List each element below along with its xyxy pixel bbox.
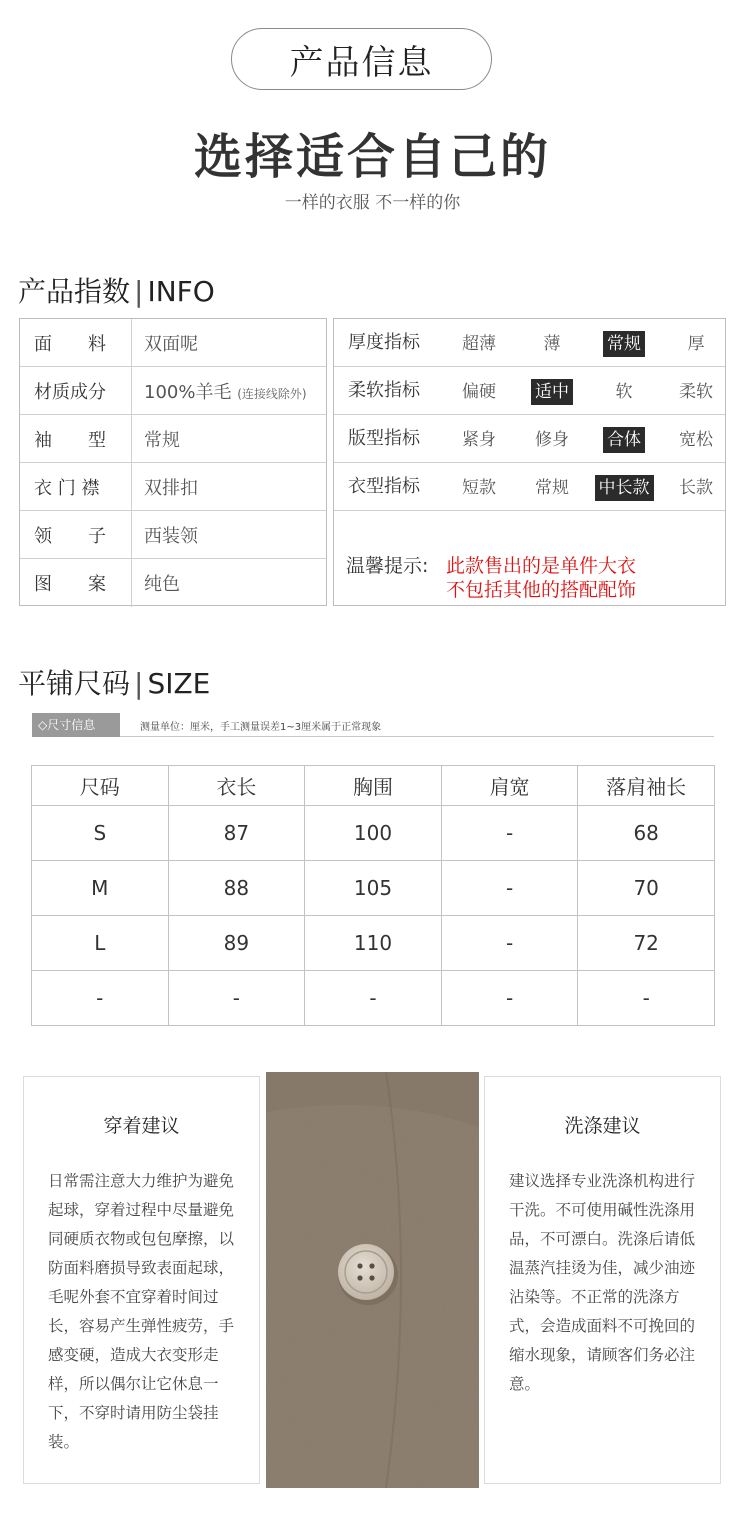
table-cell: L — [32, 916, 169, 971]
wash-advice-card — [484, 1076, 721, 1484]
index-option: 厚 — [687, 334, 705, 354]
index-option: 紧身 — [462, 430, 496, 450]
wear-advice-text: 日常需注意大力维护为避免起球，穿着过程中尽量避免同硬质衣物或包包摩擦，以防面料磨损导致表面起球，毛呢外套不宜穿着时间过长，容易产生弹性疲劳，手感变硬，造成大衣变形走样，所以偶尔让它休息一下，不穿时请用防尘袋挂装。 — [48, 1172, 235, 1451]
index-row-length — [334, 463, 725, 511]
table-row — [32, 916, 715, 971]
table-cell: - — [441, 971, 578, 1026]
index-row-fit — [334, 415, 725, 463]
wear-advice-card — [23, 1076, 260, 1484]
info-heading-en: INFO — [147, 275, 215, 308]
index-option: 修身 — [535, 430, 569, 450]
index-option: 偏硬 — [462, 382, 496, 402]
index-option: 合体 — [603, 427, 645, 453]
index-option: 超薄 — [462, 334, 496, 354]
table-cell: 100 — [305, 806, 442, 861]
index-option: 中长款 — [595, 475, 654, 501]
index-panel — [333, 318, 726, 606]
tip-label: 温馨提示: — [346, 555, 429, 577]
spec-row — [20, 559, 326, 607]
table-header-cell: 尺码 — [32, 766, 169, 806]
index-option: 常规 — [535, 478, 569, 498]
table-cell: - — [305, 971, 442, 1026]
fabric-button-photo — [266, 1072, 479, 1488]
info-heading-title: 产品指数 — [18, 275, 131, 308]
spec-label: 图 案 — [20, 559, 132, 607]
size-heading-en: SIZE — [147, 667, 211, 700]
index-label: 柔软指标 — [348, 380, 420, 401]
table-row — [32, 861, 715, 916]
hero-title: 选择适合自己的 — [193, 129, 551, 185]
table-cell: 105 — [305, 861, 442, 916]
table-header-cell: 肩宽 — [441, 766, 578, 806]
table-cell: - — [441, 861, 578, 916]
table-cell: - — [32, 971, 169, 1026]
table-cell: 70 — [578, 861, 715, 916]
spec-label: 领 子 — [20, 511, 132, 558]
spec-row — [20, 511, 326, 559]
spec-value — [132, 378, 307, 404]
wear-advice-title: 穿着建议 — [103, 1115, 180, 1137]
wash-advice-text: 建议选择专业洗涤机构进行干洗。不可使用碱性洗涤用品，不可漂白。洗涤后请低温蒸汽挂烫为佳，减少油迹沾染等。不正常的洗涤方式，会造成面料不可挽回的缩水现象，请顾客们务必注意。 — [509, 1172, 696, 1393]
table-cell: 110 — [305, 916, 442, 971]
index-label: 衣型指标 — [348, 476, 420, 497]
spec-value: 双面呢 — [144, 333, 198, 355]
spec-row — [20, 415, 326, 463]
size-info-bar — [32, 713, 714, 737]
index-option: 宽松 — [679, 430, 713, 450]
table-cell: - — [441, 806, 578, 861]
tip-line: 不包括其他的搭配配饰 — [446, 579, 637, 601]
index-row-softness — [334, 367, 725, 415]
table-cell: - — [578, 971, 715, 1026]
index-label: 版型指标 — [348, 428, 420, 449]
spec-table — [19, 318, 327, 606]
hero-subtitle: 一样的衣服 不一样的你 — [284, 193, 461, 213]
index-option: 柔软 — [679, 382, 713, 402]
spec-value: 常规 — [144, 429, 180, 451]
table-cell: M — [32, 861, 169, 916]
spec-value: 双排扣 — [144, 477, 198, 499]
index-option: 常规 — [603, 331, 645, 357]
table-header-row — [32, 766, 715, 806]
spec-label: 面 料 — [20, 319, 132, 366]
table-row — [32, 971, 715, 1026]
table-header-cell: 胸围 — [305, 766, 442, 806]
size-heading-sep: | — [134, 667, 144, 700]
spec-label: 袖 型 — [20, 415, 132, 462]
fabric-closeup-image — [266, 1072, 479, 1488]
spec-value: 纯色 — [144, 574, 180, 595]
info-heading — [18, 270, 215, 310]
table-cell: 87 — [168, 806, 305, 861]
table-cell: 68 — [578, 806, 715, 861]
table-cell: 89 — [168, 916, 305, 971]
size-info-tag: ◇尺寸信息 — [32, 713, 120, 737]
table-row — [32, 806, 715, 861]
table-cell: 88 — [168, 861, 305, 916]
spec-value-main: 100%羊毛 — [144, 381, 232, 403]
table-cell: S — [32, 806, 169, 861]
table-header-cell: 落肩袖长 — [578, 766, 715, 806]
info-heading-sep: | — [134, 275, 144, 308]
section-pill-product-info — [231, 28, 492, 90]
size-measure-note: 测量单位：厘米，手工测量误差1~3厘米属于正常现象 — [140, 722, 382, 733]
index-option: 薄 — [543, 334, 561, 354]
index-row-thickness — [334, 319, 725, 367]
spec-value: 西装领 — [144, 525, 198, 547]
index-option: 短款 — [462, 478, 496, 498]
size-table — [31, 765, 715, 1026]
wash-advice-title: 洗涤建议 — [564, 1115, 641, 1137]
spec-row — [20, 463, 326, 511]
index-option: 适中 — [531, 379, 573, 405]
spec-value-note: (连接线除外) — [237, 386, 307, 401]
index-option: 长款 — [679, 478, 713, 498]
index-label: 厚度指标 — [348, 332, 420, 353]
spec-label: 材质成分 — [20, 367, 132, 414]
spec-row — [20, 367, 326, 415]
table-cell: - — [168, 971, 305, 1026]
table-cell: 72 — [578, 916, 715, 971]
pill-label: 产品信息 — [289, 42, 434, 83]
spec-label: 衣 门 襟 — [20, 463, 132, 510]
spec-row — [20, 319, 326, 367]
size-heading — [18, 662, 210, 702]
table-cell: - — [441, 916, 578, 971]
index-option: 软 — [615, 382, 633, 402]
table-header-cell: 衣长 — [168, 766, 305, 806]
tip-line: 此款售出的是单件大衣 — [446, 555, 637, 577]
size-heading-title: 平铺尺码 — [18, 667, 131, 700]
